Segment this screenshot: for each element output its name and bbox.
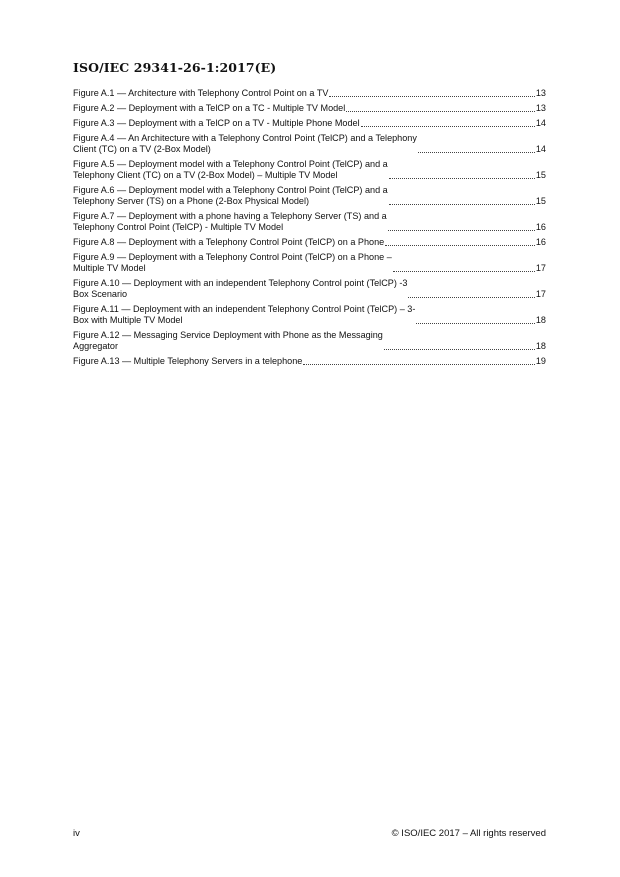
toc-entry-title: Figure A.2 — Deployment with a TelCP on a TC - Multiple TV Model [73, 103, 346, 113]
dot-leader [389, 177, 535, 179]
toc-page-number: 14 [535, 118, 546, 128]
dot-leader [393, 270, 535, 272]
toc-page-number: 15 [535, 170, 546, 180]
dot-leader [346, 110, 535, 112]
toc-entry-title: Figure A.1 — Architecture with Telephony Control Point on a TV [73, 88, 329, 98]
toc-page-number: 13 [535, 88, 546, 98]
footer-copyright: © ISO/IEC 2017 – All rights reserved [391, 828, 546, 839]
toc-page-number: 18 [535, 341, 546, 351]
toc-page-number: 18 [535, 315, 546, 325]
list-of-figures [73, 88, 546, 371]
toc-entry[interactable] [73, 103, 546, 114]
dot-leader [303, 363, 535, 365]
toc-entry[interactable] [73, 133, 546, 155]
dot-leader [388, 229, 535, 231]
toc-page-number: 17 [535, 263, 546, 273]
toc-page-number: 15 [535, 196, 546, 206]
toc-entry[interactable] [73, 211, 546, 233]
dot-leader [416, 322, 534, 324]
toc-entry-title: Figure A.6 — Deployment model with a Telephony Control Point (TelCP) and a Telephony Server (TS) on a Phone (2-Box Physical Model) [73, 185, 388, 206]
toc-entry-title: Figure A.3 — Deployment with a TelCP on a TV - Multiple Phone Model [73, 118, 360, 128]
dot-leader [418, 151, 535, 153]
toc-entry[interactable] [73, 356, 546, 367]
toc-page-number: 13 [535, 103, 546, 113]
toc-entry-title: Figure A.10 — Deployment with an independent Telephony Control point (TelCP) -3 Box Scenario [73, 278, 408, 299]
toc-entry-title: Figure A.5 — Deployment model with a Telephony Control Point (TelCP) and a Telephony Client (TC) on a TV (2-Box Model) – Multiple TV Model [73, 159, 388, 180]
footer-page-number: iv [73, 828, 80, 839]
dot-leader [389, 203, 535, 205]
dot-leader [384, 348, 535, 350]
dot-leader [329, 95, 534, 97]
dot-leader [361, 125, 535, 127]
toc-page-number: 16 [535, 237, 546, 247]
dot-leader [408, 296, 534, 298]
toc-entry[interactable] [73, 278, 546, 300]
toc-entry-title: Figure A.11 — Deployment with an independent Telephony Control Point (TelCP) – 3- Box with Multiple TV Model [73, 304, 416, 325]
toc-entry[interactable] [73, 304, 546, 326]
toc-page-number: 17 [535, 289, 546, 299]
toc-entry[interactable] [73, 252, 546, 274]
toc-entry-title: Figure A.8 — Deployment with a Telephony Control Point (TelCP) on a Phone [73, 237, 385, 247]
dot-leader [385, 244, 535, 246]
toc-entry-title: Figure A.12 — Messaging Service Deployment with Phone as the Messaging Aggregator [73, 330, 383, 351]
toc-entry[interactable] [73, 118, 546, 129]
toc-entry-title: Figure A.9 — Deployment with a Telephony Control Point (TelCP) on a Phone – Multiple TV Model [73, 252, 392, 273]
toc-entry-title: Figure A.13 — Multiple Telephony Servers in a telephone [73, 356, 303, 366]
toc-entry[interactable] [73, 185, 546, 207]
document-header: ISO/IEC 29341-26-1:2017(E) [73, 60, 277, 75]
toc-entry[interactable] [73, 159, 546, 181]
toc-entry[interactable] [73, 330, 546, 352]
toc-entry[interactable] [73, 237, 546, 248]
toc-page-number: 14 [535, 144, 546, 154]
toc-entry-title: Figure A.4 — An Architecture with a Telephony Control Point (TelCP) and a Telephony Client (TC) on a TV (2-Box Model) [73, 133, 417, 154]
toc-entry[interactable] [73, 88, 546, 99]
toc-page-number: 16 [535, 222, 546, 232]
toc-page-number: 19 [535, 356, 546, 366]
toc-entry-title: Figure A.7 — Deployment with a phone having a Telephony Server (TS) and a Telephony Control Point (TelCP) - Multiple TV Model [73, 211, 387, 232]
